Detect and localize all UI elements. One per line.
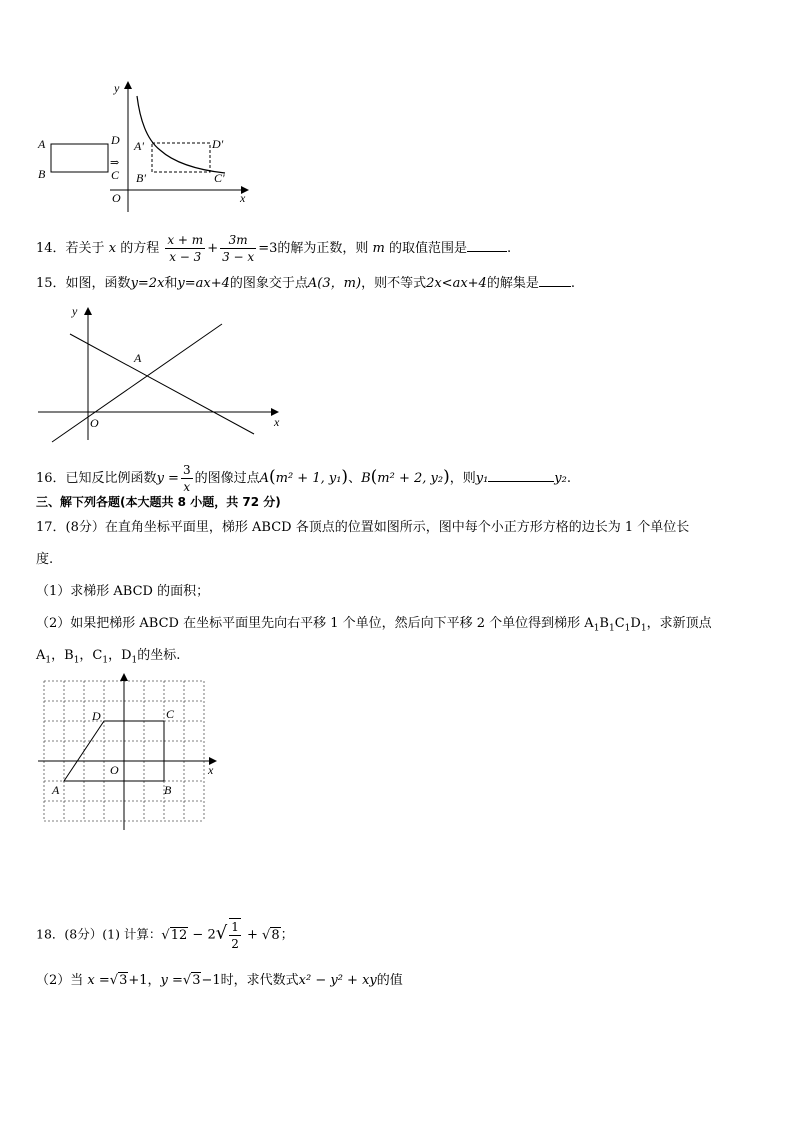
question-17-line-1: 17．(8分）在直角坐标平面里，梯形 ABCD 各顶点的位置如图所示，图中每个小正方形方格的边长为 1 个单位长 [36,520,690,535]
arrow-right-icon: ⇒ [110,157,120,169]
denominator: 2 [231,937,239,951]
subscript: 1 [45,655,52,666]
question-number: 15． [36,276,66,291]
coefficient: 2 [207,927,216,943]
label-b: B [164,783,172,797]
label-a: A [134,351,142,365]
label-d: D [111,133,120,147]
label-d: D [92,709,101,723]
denominator: x [183,480,191,494]
text: 若关于 [65,241,105,256]
y1: y₁ [475,471,489,486]
rectangle-a1b1c1d1 [152,143,210,172]
semicolon: ； [280,927,294,943]
text: ，B [51,648,74,663]
text: +1， [128,973,161,988]
label-b: B [38,167,46,181]
answer-blank[interactable] [467,251,507,252]
text: （2）如果把梯形 ABCD 在坐标平面里先向右平移 1 个单位，然后向下平移 2 个单位得到梯形 A [36,616,594,631]
fraction [181,462,193,495]
numerator: x + m [167,233,204,247]
plus-sign: + [207,241,219,256]
label-d-prime: D' [212,137,224,151]
point-b-label: B [361,471,371,486]
question-18-part-2 [36,971,403,991]
radicand: 3 [192,973,201,988]
question-15 [36,274,575,294]
denominator: 3 − x [222,250,255,264]
sqrt-3: √3 [109,973,128,988]
section-3-title: 三、解下列各题(本大题共 8 小题，共 72 分) [36,495,281,509]
figure-q15 [32,300,292,446]
text: 的图像过点 [194,471,260,486]
question-number: 16． [36,471,66,486]
y-equals: y = [156,471,179,486]
sqrt-12: √12 [161,927,188,943]
fraction-half [229,918,241,952]
subscript: 1 [593,623,600,634]
label-o: O [110,763,119,777]
sqrt-3: √3 [182,973,201,988]
var-x: x [108,241,117,256]
subscript: 1 [608,623,615,634]
text: ，求新顶点 [646,616,712,631]
subscript: 1 [640,623,647,634]
question-17-line-2: 度. [36,552,54,567]
text: 的图象交于点 [229,276,308,291]
question-14 [36,232,511,265]
text: 和 [164,276,178,291]
radicand: 8 [271,927,280,943]
rectangle-abcd [51,144,108,172]
label-b-prime: B' [136,171,146,185]
label-x: x [274,415,280,429]
label-y: y [72,304,78,318]
label-x: x [208,763,214,777]
subscript: 1 [624,623,631,634]
radicand: 3 [119,973,128,988]
period: . [570,276,575,291]
question-18-part-1 [36,918,294,952]
period: . [507,241,512,256]
sqrt-half: √ [215,922,228,944]
subscript: 1 [102,655,109,666]
fraction-1 [165,232,205,265]
line-y-2x [52,324,222,442]
plus: + [247,927,258,943]
text: −1时，求代数式 [201,973,299,988]
text: 的值 [376,973,403,988]
hyperbola-curve [137,96,225,173]
text: 的取值范围是 [388,241,467,256]
point-b-args: m² + 2, y₂ [377,471,444,486]
function-2: y=ax+4 [177,276,230,291]
equals: =3 [258,241,278,256]
text: 的坐标. [137,648,181,663]
question-number: 18．(8分）(1) 计算： [36,926,162,942]
label-x: x [240,191,246,205]
figure-q17 [36,670,226,832]
label-o: O [112,191,121,205]
expression: x² − y² + xy [298,973,377,988]
radicand: 12 [170,927,188,943]
period: . [566,471,571,486]
text: ，C [79,648,103,663]
label-a-prime: A' [134,139,144,153]
sqrt-8: √8 [262,927,280,943]
text: 的方程 [120,241,160,256]
text: C [614,616,625,631]
inequality: 2x<ax+4 [426,276,487,291]
minus: − [192,927,204,943]
text: （2）当 [36,973,84,988]
question-17-part-1: （1）求梯形 ABCD 的面积； [36,584,210,599]
subscript: 1 [73,655,80,666]
question-16: 16．已知反比例函数y = $\frac{3}{x}$ 的图像过点A(m² + 1, y₁)、B(m² + 2, y₂)，则y₁ y₂. [36,463,571,494]
point-a-label: A [259,471,269,486]
figure-q13 [30,76,260,216]
y-equals: y = [160,973,183,988]
text: 已知反比例函数 [65,471,157,486]
fraction-2 [220,232,256,265]
text: D [630,616,641,631]
label-c: C [166,707,175,721]
function-1: y=2x [130,276,165,291]
numerator: 1 [231,920,239,934]
label-a: A [38,137,46,151]
text: ，D [108,648,132,663]
text: 的解为正数，则 [277,241,369,256]
label-c: C [111,168,120,182]
text: ，则 [449,471,476,486]
text: ，则不等式 [361,276,427,291]
denominator: x − 3 [169,250,202,264]
question-17-part-2 [36,614,712,639]
subscript: 1 [131,655,138,666]
label-o: O [90,416,99,430]
label-y: y [114,81,120,95]
x-equals: x = [87,973,110,988]
text: 如图，函数 [65,276,131,291]
label-a: A [52,783,60,797]
question-17-line-3 [36,646,180,671]
text: A [36,648,46,663]
point-a-args: m² + 1, y₁ [275,471,342,486]
point-a: A(3，m) [307,276,362,291]
question-number: 14． [36,241,66,256]
separator: 、 [348,471,362,486]
y2: y₂ [554,471,567,486]
answer-blank[interactable] [539,286,571,287]
answer-blank[interactable] [488,481,554,482]
numerator: 3m [220,232,256,249]
text: B [599,616,609,631]
numerator: 3 [182,463,191,477]
var-m: m [372,241,385,256]
label-c-prime: C' [214,171,225,185]
text: 的解集是 [486,276,539,291]
